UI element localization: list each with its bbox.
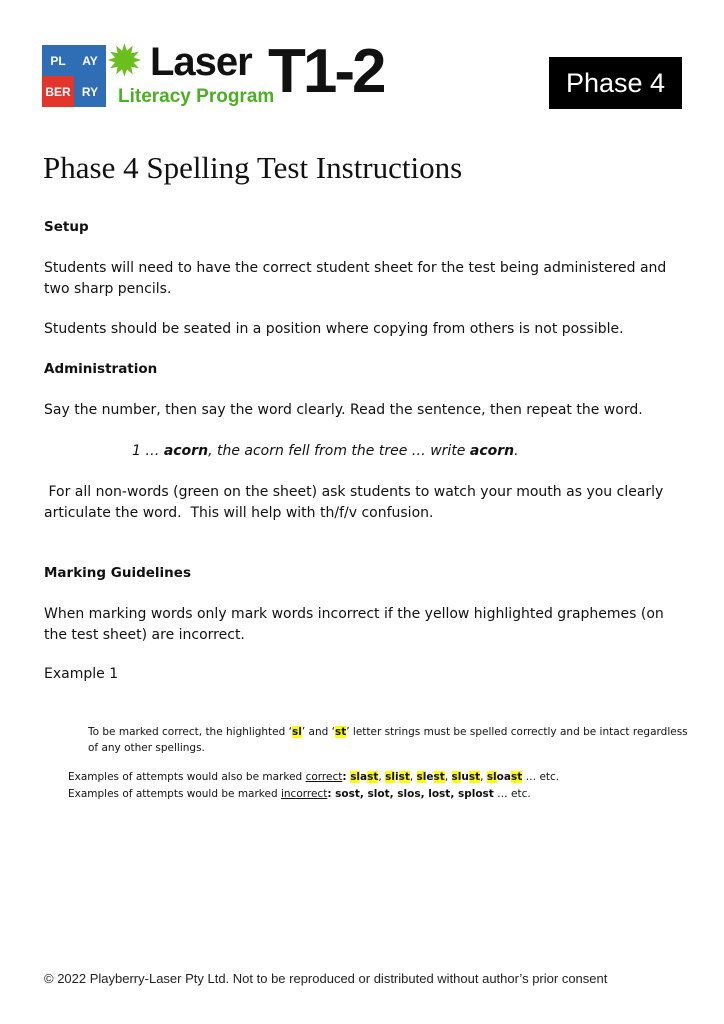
puzzle-piece: PL xyxy=(42,45,74,76)
incorrect-examples: Examples of attempts would be marked incorrect: sost, slot, slos, lost, splost … etc. xyxy=(68,788,531,800)
highlighted-grapheme: sl xyxy=(291,726,302,738)
marking-paragraph: When marking words only mark words incorrect if the yellow highlighted graphemes (on the test sheet) are incorrect. xyxy=(44,606,664,643)
administration-paragraph: Say the number, then say the word clearly. Read the sentence, then repeat the word. xyxy=(44,402,643,418)
correct-word: slest xyxy=(416,771,445,783)
brand-subtitle: Literacy Program xyxy=(118,86,275,107)
level-label: T1-2 xyxy=(268,37,384,106)
burst-icon: ✹ xyxy=(106,36,143,87)
incorrect-words: sost, slot, slos, lost, splost xyxy=(335,788,494,800)
seating-paragraph: Students should be seated in a position where copying from others is not possible. xyxy=(44,321,624,337)
nonwords-paragraph: For all non-words (green on the sheet) ask students to watch your mouth as you clearly articulate the word. This will help with th/f/v confusion. xyxy=(44,484,668,521)
example-word: acorn xyxy=(469,443,515,459)
phase-badge: Phase 4 xyxy=(549,57,682,109)
setup-heading: Setup xyxy=(44,219,89,235)
playberry-logo xyxy=(42,45,106,107)
brand-name: Laser xyxy=(150,40,252,84)
correct-word: slist xyxy=(385,771,410,783)
marking-heading: Marking Guidelines xyxy=(44,565,191,581)
example-label: Example 1 xyxy=(44,666,119,682)
correct-word: slust xyxy=(451,771,481,783)
page-title: Phase 4 Spelling Test Instructions xyxy=(43,150,463,185)
example-word: acorn xyxy=(163,443,209,459)
highlighted-grapheme: st xyxy=(334,726,347,738)
setup-paragraph: Students will need to have the correct student sheet for the test being administered and two sharp pencils. xyxy=(44,260,667,297)
administration-heading: Administration xyxy=(44,361,158,377)
puzzle-piece: BER xyxy=(42,76,74,107)
puzzle-piece: AY xyxy=(74,45,106,76)
puzzle-piece: RY xyxy=(74,76,106,107)
correct-word: sloast xyxy=(486,771,523,783)
correct-word: slast xyxy=(350,771,379,783)
correct-examples: Examples of attempts would also be marked correct: slast, slist, slest, slust, sloast … etc. xyxy=(68,771,560,783)
marking-note: To be marked correct, the highlighted ‘sl’ and ‘st’ letter strings must be spelled correctly and be intact regardless of any other spellings. xyxy=(88,726,688,754)
copyright-footer: © 2022 Playberry-Laser Pty Ltd. Not to be reproduced or distributed without author’s prior consent xyxy=(44,971,608,986)
example-sentence: 1 … acorn, the acorn fell from the tree … write acorn. xyxy=(132,443,519,459)
